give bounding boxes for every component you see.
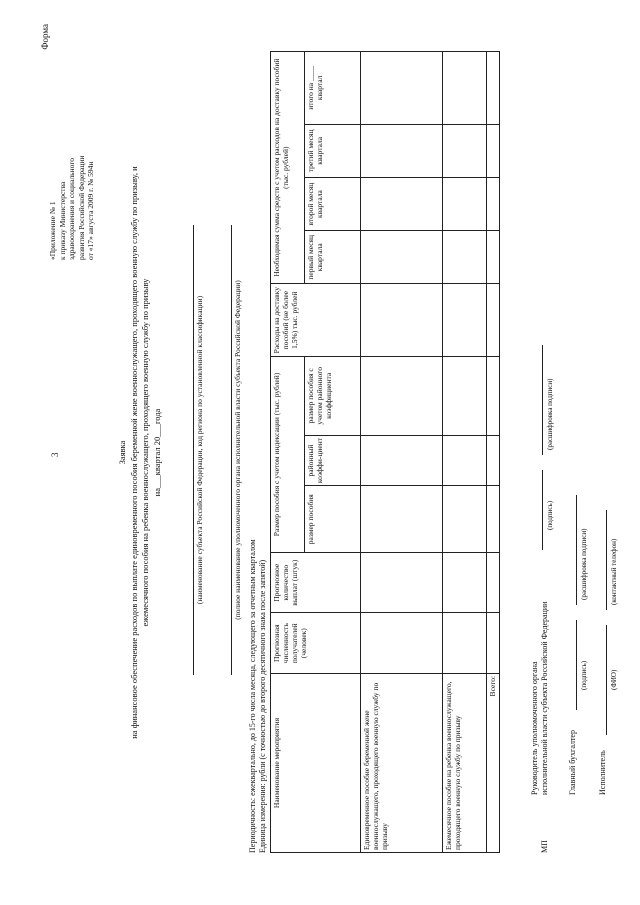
head-name-caption: (расшифровка подписи) xyxy=(546,378,554,450)
table-cell[interactable] xyxy=(487,52,500,125)
row-label-monthly: Ежемесячное пособие на ребенка военнослужащего, проходящего военную службу по призыву xyxy=(443,673,487,852)
table-cell[interactable] xyxy=(361,284,443,357)
head-signature-field[interactable] xyxy=(542,470,543,550)
appendix-line: развития Российской Федерации xyxy=(76,155,86,260)
table-cell[interactable] xyxy=(487,486,500,553)
accountant-signature-caption: (подпись) xyxy=(580,660,588,690)
accountant-signature-field[interactable] xyxy=(576,620,577,710)
request-table xyxy=(270,51,500,853)
executor-name-caption: (ФИО) xyxy=(610,669,618,690)
table-cell[interactable] xyxy=(443,177,487,230)
appendix-note xyxy=(48,156,96,260)
table-cell[interactable] xyxy=(487,356,500,435)
periodicity-block xyxy=(248,539,268,853)
table-cell[interactable] xyxy=(487,177,500,230)
table-cell[interactable] xyxy=(487,552,500,612)
appendix-line: к приказу Министерства xyxy=(57,181,67,260)
table-cell[interactable] xyxy=(361,435,443,486)
table-row-total xyxy=(487,52,500,853)
title-heading: Заявка xyxy=(117,440,127,465)
accountant-name-field[interactable] xyxy=(576,495,577,605)
table-cell[interactable] xyxy=(443,486,487,553)
table-cell[interactable] xyxy=(443,124,487,177)
title-line: ежемесячного пособия на ребенка военнослужащего, проходящего военную службу по призыву xyxy=(140,278,150,627)
head-name-field[interactable] xyxy=(542,345,543,455)
subject-caption: (наименование субъекта Российской Федерации, код региона по установленной классификации) xyxy=(193,225,204,675)
unit-text: Единица измерения: рубли (с точностью до второго десятичного знака после запятой) xyxy=(258,559,267,853)
col-header-payments: Прогнозное количество выплат (штук) xyxy=(271,552,361,612)
table-cell[interactable] xyxy=(361,177,443,230)
appendix-line: «Приложение № 1 xyxy=(48,201,57,260)
row-label-lump-sum: Единовременное пособие беременной жене военнослужащего, проходящего военную службу по призыву xyxy=(361,673,443,852)
executor-label: Исполнитель xyxy=(598,750,607,795)
organization-caption: (полное наименование уполномоченного органа исполнительной власти субъекта Российской Федерации) xyxy=(231,225,242,675)
form-label: Форма xyxy=(40,24,50,50)
table-cell[interactable] xyxy=(487,613,500,673)
table-row xyxy=(443,52,487,853)
table-cell[interactable] xyxy=(361,231,443,284)
head-title-line1: Руководитель уполномоченного органа xyxy=(530,661,539,795)
accountant-name-caption: (расшифровка подписи) xyxy=(580,528,588,600)
col-header-month1: первый месяц квартала xyxy=(305,231,361,284)
col-header-month2: второй месяц квартала xyxy=(305,177,361,230)
col-header-coefficient: районный коэффи-циент xyxy=(305,435,361,486)
col-header-benefit-coef: размер пособия с учетом районного коэффициента xyxy=(305,356,361,435)
col-header-benefit-group: Размер пособия с учетом индексации (тыс. рублей) xyxy=(271,356,305,552)
executor-name-field[interactable] xyxy=(606,625,607,735)
col-header-name: Наименование мероприятия xyxy=(271,673,361,852)
col-header-month3: третий месяц квартала xyxy=(305,124,361,177)
table-cell[interactable] xyxy=(361,356,443,435)
chief-accountant-label: Главный бухгалтер xyxy=(568,730,577,795)
col-header-need-group: Необходимая сумма средств с учетом расходов на доставку пособий (тыс. рублей) xyxy=(271,52,305,284)
appendix-line: от «17» августа 2009 г. № 594н xyxy=(86,161,95,260)
document-title xyxy=(117,0,163,905)
table-cell[interactable] xyxy=(443,52,487,125)
row-label-total: Всего: xyxy=(487,673,500,852)
executor-phone-field[interactable] xyxy=(606,510,607,610)
appendix-line: здравоохранения и социального xyxy=(67,157,76,260)
page-number: 3 xyxy=(50,452,60,457)
table-cell[interactable] xyxy=(487,124,500,177)
head-title-line2: исполнительной власти субъекта Российской Федерации xyxy=(540,601,549,795)
title-period-line: на___квартал 20___года xyxy=(151,408,162,497)
table-cell[interactable] xyxy=(443,231,487,284)
table-cell[interactable] xyxy=(487,284,500,357)
table-cell[interactable] xyxy=(443,613,487,673)
head-signature-block xyxy=(530,602,550,795)
table-cell[interactable] xyxy=(487,435,500,486)
periodicity-text: Периодичность: ежеквартально, до 15-го числа месяца, следующего за отчетным кварталом xyxy=(248,539,257,853)
table-cell[interactable] xyxy=(443,356,487,435)
table-cell[interactable] xyxy=(443,552,487,612)
col-header-benefit: размер пособия xyxy=(305,486,361,553)
table-cell[interactable] xyxy=(443,284,487,357)
table-cell[interactable] xyxy=(487,231,500,284)
table-cell[interactable] xyxy=(361,124,443,177)
table-cell[interactable] xyxy=(361,613,443,673)
col-header-total: итого на ____ квартал xyxy=(305,52,361,125)
table-cell[interactable] xyxy=(361,486,443,553)
table-cell[interactable] xyxy=(361,52,443,125)
col-header-delivery: Расходы на доставку пособий (не более 1,5%) тыс. рублей xyxy=(271,284,361,357)
head-signature-caption: (подпись) xyxy=(546,500,554,530)
table-cell[interactable] xyxy=(361,552,443,612)
col-header-recipients: Прогнозная численность получателей (человек) xyxy=(271,613,361,673)
executor-phone-caption: (контактный телефон) xyxy=(610,538,618,605)
table-cell[interactable] xyxy=(443,435,487,486)
stamp-placeholder: МП xyxy=(540,840,549,853)
title-line: на финансовое обеспечение расходов по выплате единовременного пособия беременной жене военнослужащего, проходящего военную службу по призыву, и xyxy=(128,166,139,739)
table-row xyxy=(361,52,443,853)
